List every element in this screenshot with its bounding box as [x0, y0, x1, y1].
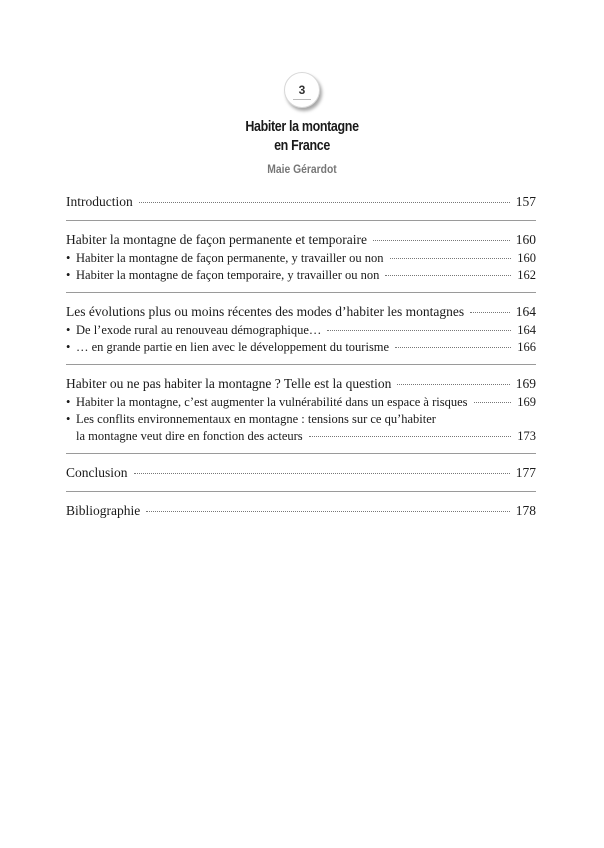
toc-entry-label: Habiter ou ne pas habiter la montagne ? Telle est la question: [66, 376, 392, 391]
toc-subentry-multiline[interactable]: [66, 411, 536, 428]
toc-entry-label: Les évolutions plus ou moins récentes des modes d’habiter les montagnes: [66, 304, 465, 319]
toc-entry-label: Introduction: [66, 194, 133, 209]
toc-entry[interactable]: [66, 463, 536, 483]
toc-entry[interactable]: [66, 501, 536, 521]
toc-subentry[interactable]: [66, 339, 536, 356]
bullet: •: [66, 251, 71, 265]
bullet: •: [66, 395, 71, 409]
toc-entry[interactable]: [66, 302, 536, 322]
toc-subentry-label-line-1: Les conflits environnementaux en montagne : tensions sur ce qu’habiter: [76, 412, 436, 426]
toc-entry-page: 178: [515, 503, 536, 518]
toc-entry-page: 160: [515, 232, 536, 247]
chapter-number: 3: [298, 83, 306, 97]
toc-section-habiter-ou-ne-pas-habiter: [66, 374, 536, 454]
toc-entry[interactable]: [66, 374, 536, 394]
dot-leader: [146, 511, 510, 512]
bullet: •: [66, 323, 71, 337]
dot-leader: [134, 473, 510, 474]
dot-leader: [395, 347, 511, 348]
toc-subentry[interactable]: [66, 250, 536, 267]
chapter-title-line-1: Habiter la montagne: [245, 119, 359, 135]
toc-subentry[interactable]: [66, 322, 536, 339]
chapter-title: [42, 118, 561, 156]
bullet: •: [66, 412, 71, 426]
dot-leader: [309, 436, 512, 437]
dot-leader: [474, 402, 512, 403]
toc-entry-page: 169: [515, 376, 536, 391]
table-of-contents: [66, 192, 536, 538]
toc-entry-page: 164: [515, 304, 536, 319]
dot-leader: [390, 258, 512, 259]
toc-subentry-label: … en grande partie en lien avec le développement du tourisme: [76, 340, 390, 354]
toc-subentry-label: De l’exode rural au renouveau démographique…: [76, 323, 322, 337]
toc-entry-label: Bibliographie: [66, 503, 141, 518]
toc-subentry-label: Habiter la montagne de façon permanente, y travailler ou non: [76, 251, 384, 265]
toc-entry-page: 177: [515, 465, 536, 480]
dot-leader: [385, 275, 511, 276]
dot-leader: [373, 240, 510, 241]
toc-entry-label: Conclusion: [66, 465, 128, 480]
toc-subentry-page: 162: [517, 268, 536, 282]
toc-entry[interactable]: [66, 230, 536, 250]
toc-entry-page: 157: [515, 194, 536, 209]
toc-subentry-page: 173: [517, 429, 536, 443]
dot-leader: [327, 330, 511, 331]
toc-subentry-page: 160: [517, 251, 536, 265]
toc-subentry-label-line-2: la montagne veut dire en fonction des acteurs: [76, 429, 303, 443]
chapter-number-badge: [284, 72, 320, 108]
toc-subentry[interactable]: [66, 394, 536, 411]
dot-leader: [470, 312, 510, 313]
toc-section-introduction: [66, 192, 536, 221]
toc-section-conclusion: [66, 463, 536, 492]
toc-entry-label: Habiter la montagne de façon permanente et temporaire: [66, 232, 367, 247]
toc-entry[interactable]: [66, 192, 536, 212]
bullet: •: [66, 340, 71, 354]
toc-subentry[interactable]: [66, 267, 536, 284]
toc-subentry-page: 169: [517, 395, 536, 409]
toc-subentry-page: 164: [517, 323, 536, 337]
badge-decoration: [293, 99, 311, 100]
bullet: •: [66, 268, 71, 282]
toc-subentry-continuation[interactable]: [66, 428, 536, 445]
toc-section-bibliographie: [66, 501, 536, 529]
chapter-title-line-2: en France: [274, 138, 330, 154]
toc-subentry-label: Habiter la montagne de façon temporaire, y travailler ou non: [76, 268, 380, 282]
chapter-author: Maie Gérardot: [267, 162, 337, 176]
dot-leader: [139, 202, 510, 203]
toc-subentry-page: 166: [517, 340, 536, 354]
toc-subentry-label: Habiter la montagne, c’est augmenter la vulnérabilité dans un espace à risques: [76, 395, 468, 409]
toc-section-evolutions: [66, 302, 536, 365]
toc-section-habiter-permanente-temporaire: [66, 230, 536, 293]
dot-leader: [397, 384, 509, 385]
